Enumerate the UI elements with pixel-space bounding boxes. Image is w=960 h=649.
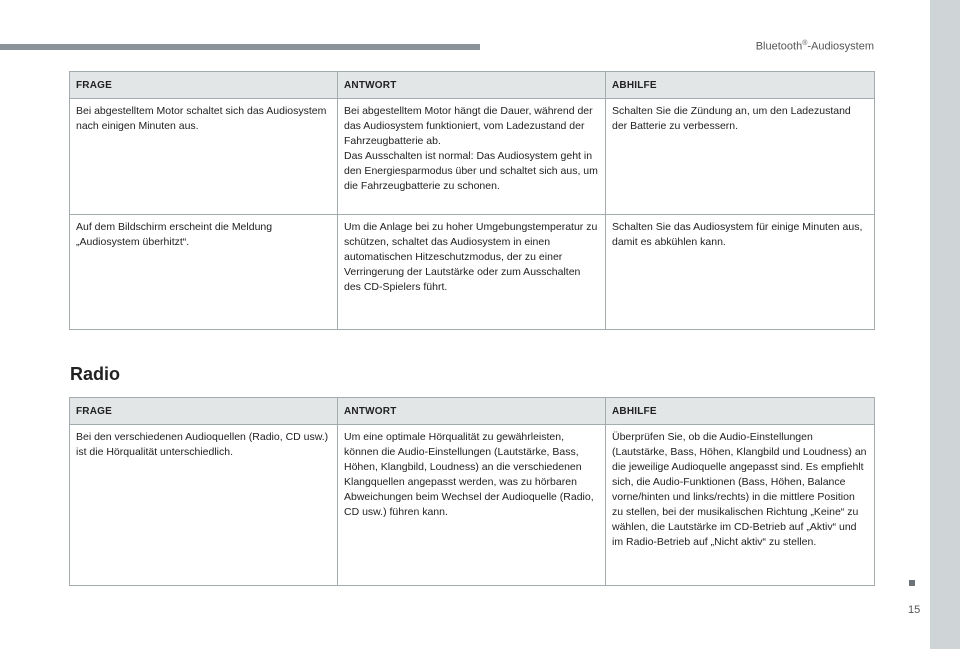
cell-antwort: Um eine optimale Hörqualität zu gewährleisten, können die Audio-Einstellungen (Lautstärke, Bass, Höhen, Klangbild, Loudness) an die verschiedenen Klangquellen angepasst werden, was zu hörbaren Abweichungen beim Wechsel der Audioquelle (Radio, CD usw.) führen kann.	[338, 425, 606, 586]
column-header-abhilfe: ABHILFE	[606, 72, 875, 99]
cell-frage: Bei den verschiedenen Audioquellen (Radio, CD usw.) ist die Hörqualität unterschiedlich.	[70, 425, 338, 586]
faq-table-general	[69, 71, 875, 330]
cell-antwort: Um die Anlage bei zu hoher Umgebungstemperatur zu schützen, schaltet das Audiosystem in einen automatischen Hitzeschutzmodus, der zu einer Verringerung der Lautstärke oder zum Ausschalten des CD-Spielers führt.	[338, 215, 606, 330]
column-header-frage: FRAGE	[70, 398, 338, 425]
column-header-antwort: ANTWORT	[338, 72, 606, 99]
running-header	[756, 40, 874, 53]
cell-frage: Auf dem Bildschirm erscheint die Meldung „Audiosystem überhitzt“.	[70, 215, 338, 330]
column-header-abhilfe: ABHILFE	[606, 398, 875, 425]
page-number: 15	[908, 604, 921, 616]
header-title-rest: -Audiosystem	[807, 40, 874, 53]
cell-frage: Bei abgestelltem Motor schaltet sich das Audiosystem nach einigen Minuten aus.	[70, 99, 338, 215]
column-header-frage: FRAGE	[70, 72, 338, 99]
header-title-main: Bluetooth	[755, 40, 803, 53]
faq-table-radio	[69, 397, 875, 586]
table-header-row	[70, 398, 875, 425]
table-row	[70, 425, 875, 586]
table-row	[70, 99, 875, 215]
column-header-antwort: ANTWORT	[338, 398, 606, 425]
header-title-sup: ®	[802, 40, 808, 47]
header-rule	[0, 44, 480, 50]
page-marker-square	[909, 580, 915, 586]
table-header-row	[70, 72, 875, 99]
cell-abhilfe: Schalten Sie die Zündung an, um den Ladezustand der Batterie zu verbessern.	[606, 99, 875, 215]
cell-abhilfe: Überprüfen Sie, ob die Audio-Einstellungen (Lautstärke, Bass, Höhen, Klangbild und Loudness) an die jeweilige Audioquelle angepasst sind. Es empfiehlt sich, die Audio-Funktionen (Bass, Höhen, Balance vorne/hinten und links/rechts) in die mittlere Position zu stellen, bei der musikalischen Richtung „Keine“ zu wählen, die Lautstärke im CD-Betrieb auf „Aktiv“ und im Radio-Betrieb auf „Nicht aktiv“ zu stellen.	[606, 425, 875, 586]
right-margin-strip	[930, 0, 960, 649]
table-row	[70, 215, 875, 330]
cell-antwort: Bei abgestelltem Motor hängt die Dauer, während der das Audiosystem funktioniert, vom Ladezustand der Fahrzeugbatterie ab. Das Ausschalten ist normal: Das Audiosystem geht in den Energiesparmodus über und schaltet sich aus, um die Fahrzeugbatterie zu schonen.	[338, 99, 606, 215]
cell-abhilfe: Schalten Sie das Audiosystem für einige Minuten aus, damit es abkühlen kann.	[606, 215, 875, 330]
section-title-radio: Radio	[70, 364, 121, 384]
